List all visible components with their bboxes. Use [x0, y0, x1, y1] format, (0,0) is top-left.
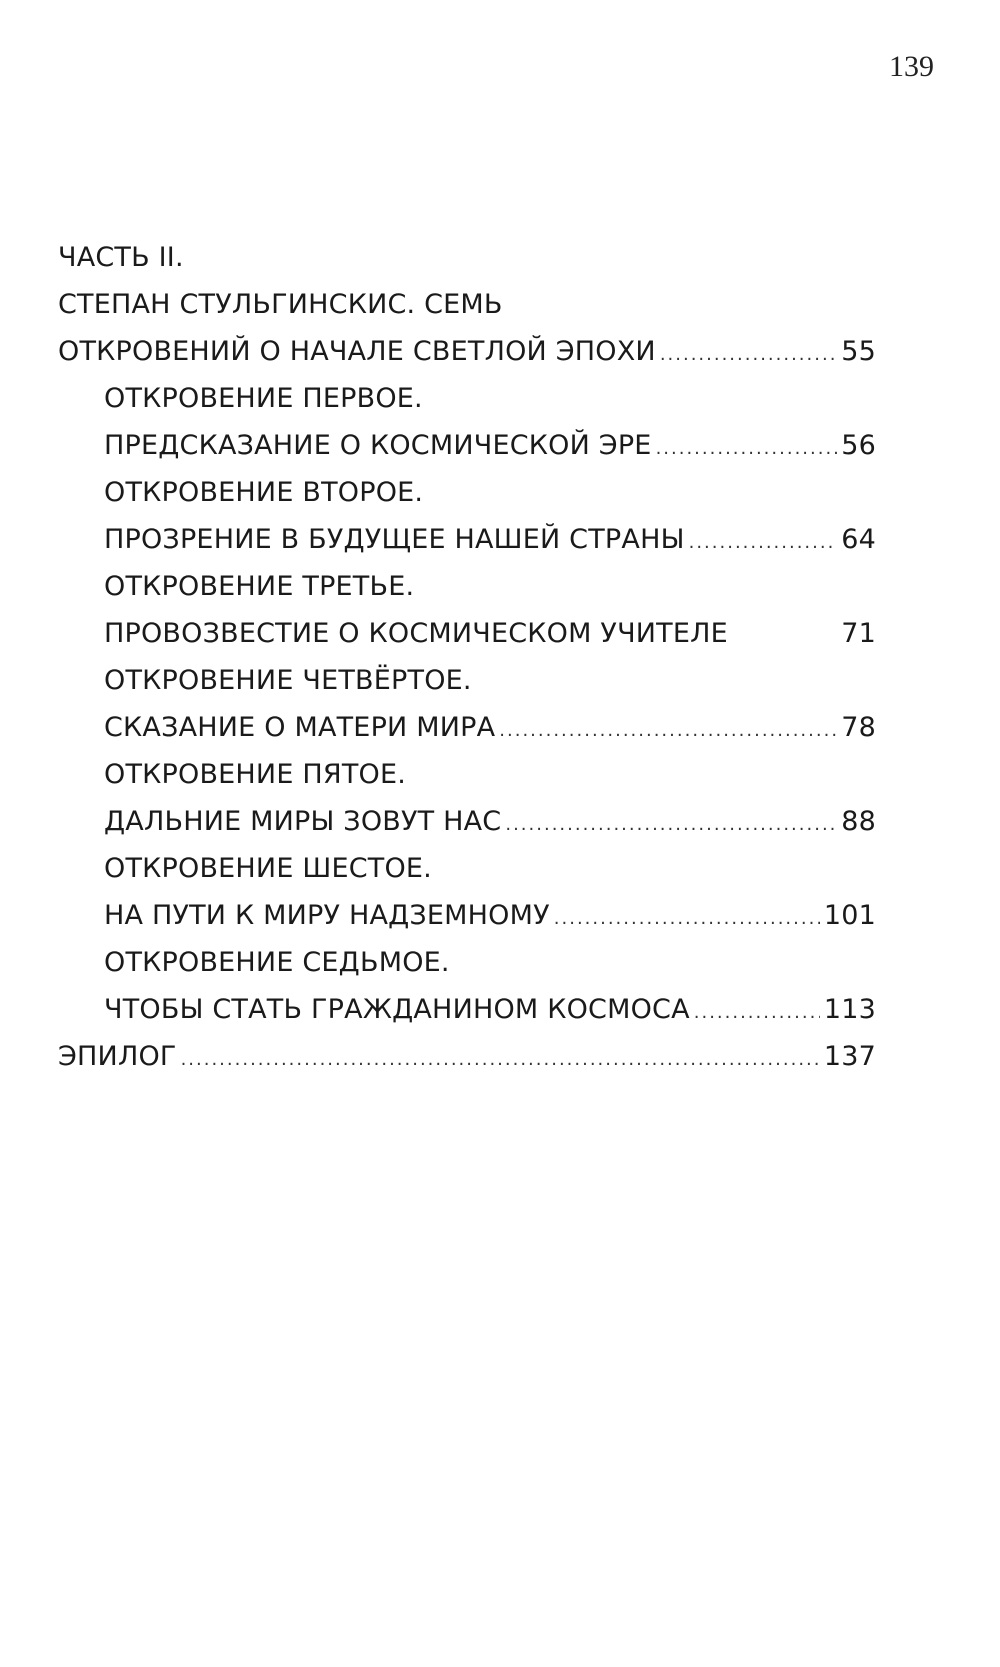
- entry-title-label: ЧТОБЫ СТАТЬ ГРАЖДАНИНОМ КОСМОСА: [104, 994, 690, 1025]
- entry-heading-label: ОТКРОВЕНИЕ ЧЕТВЁРТОЕ.: [104, 665, 472, 696]
- epilogue-page-number: 137: [823, 1041, 876, 1072]
- entry-heading-label: ОТКРОВЕНИЕ ВТОРОЕ.: [104, 477, 424, 508]
- part-heading-label: ЧАСТЬ II.: [58, 242, 184, 273]
- entry-page-number: 88: [841, 806, 876, 837]
- entry-heading-label: ОТКРОВЕНИЕ СЕДЬМОЕ.: [104, 947, 450, 978]
- part-title-line1-label: СТЕПАН СТУЛЬГИНСКИС. СЕМЬ: [58, 289, 503, 320]
- page-number: 139: [889, 50, 934, 83]
- toc-entry-heading: [58, 751, 876, 798]
- dot-leader: [694, 989, 820, 1036]
- toc-entry-heading: [58, 469, 876, 516]
- entry-title-label: ПРЕДСКАЗАНИЕ О КОСМИЧЕСКОЙ ЭРЕ: [104, 430, 652, 461]
- epilogue-label: ЭПИЛОГ: [58, 1041, 177, 1072]
- toc-entry-title[interactable]: [58, 516, 876, 563]
- entry-heading-label: ОТКРОВЕНИЕ ПЯТОЕ.: [104, 759, 407, 790]
- entry-title-label: СКАЗАНИЕ О МАТЕРИ МИРА: [104, 712, 496, 743]
- toc-part-title-line2[interactable]: [58, 328, 876, 375]
- toc-entry-title[interactable]: [58, 892, 876, 939]
- dot-leader: [656, 425, 838, 472]
- entry-page-number: 113: [823, 994, 876, 1025]
- entry-title-label: НА ПУТИ К МИРУ НАДЗЕМНОМУ: [104, 900, 550, 931]
- entry-title-label: ПРОЗРЕНИЕ В БУДУЩЕЕ НАШЕЙ СТРАНЫ: [104, 524, 685, 555]
- dot-leader: [554, 895, 820, 942]
- entry-page-number: 101: [823, 900, 876, 931]
- toc-entry-heading: [58, 657, 876, 704]
- entry-heading-label: ОТКРОВЕНИЕ ТРЕТЬЕ.: [104, 571, 415, 602]
- entry-title-label: ПРОВОЗВЕСТИЕ О КОСМИЧЕСКОМ УЧИТЕЛЕ: [104, 618, 728, 649]
- toc-part-heading: [58, 234, 876, 281]
- toc-entry-title[interactable]: [58, 422, 876, 469]
- toc-entry-heading: [58, 939, 876, 986]
- toc-entry-title[interactable]: [58, 704, 876, 751]
- dot-leader: [499, 707, 837, 754]
- table-of-contents: [58, 234, 876, 1080]
- toc-entry-title[interactable]: [58, 986, 876, 1033]
- toc-epilogue[interactable]: [58, 1033, 876, 1080]
- dot-leader: [660, 331, 837, 378]
- toc-entry-heading: [58, 845, 876, 892]
- entry-heading-label: ОТКРОВЕНИЕ ШЕСТОЕ.: [104, 853, 432, 884]
- dot-leader: [505, 801, 837, 848]
- entry-page-number: 64: [841, 524, 876, 555]
- entry-page-number: 78: [841, 712, 876, 743]
- toc-part-title-line1: [58, 281, 876, 328]
- entry-heading-label: ОТКРОВЕНИЕ ПЕРВОЕ.: [104, 383, 423, 414]
- entry-title-label: ДАЛЬНИЕ МИРЫ ЗОВУТ НАС: [104, 806, 502, 837]
- toc-entry-title[interactable]: [58, 610, 876, 657]
- entry-page-number: 71: [841, 618, 876, 649]
- part-title-line2-label: ОТКРОВЕНИЙ О НАЧАЛЕ СВЕТЛОЙ ЭПОХИ: [58, 336, 656, 367]
- toc-entry-heading: [58, 375, 876, 422]
- part-page-number: 55: [841, 336, 876, 367]
- toc-entry-heading: [58, 563, 876, 610]
- dot-leader: [689, 519, 838, 566]
- toc-entry-title[interactable]: [58, 798, 876, 845]
- dot-leader: [181, 1036, 820, 1083]
- entry-page-number: 56: [841, 430, 876, 461]
